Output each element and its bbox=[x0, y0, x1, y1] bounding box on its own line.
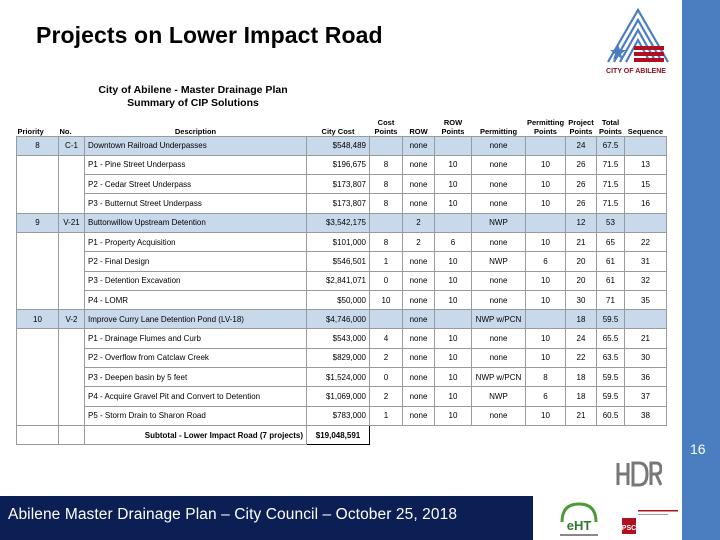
svg-text:eHT: eHT bbox=[566, 518, 592, 533]
footer-bar: Abilene Master Drainage Plan – City Council – October 25, 2018 bbox=[0, 496, 533, 540]
table-row-project bbox=[17, 136, 667, 155]
cell-cost-points bbox=[370, 310, 403, 329]
cell-description: P1 - Property Acquisition bbox=[85, 232, 307, 251]
cell-permitting-points: 10 bbox=[526, 406, 566, 425]
cell-cost-points bbox=[370, 213, 403, 232]
cell-no bbox=[59, 271, 85, 290]
header-total-points: Total Points bbox=[599, 117, 622, 136]
cell-city-cost: $173,807 bbox=[307, 175, 370, 194]
cell-row-points: 10 bbox=[435, 271, 472, 290]
hdr-logo bbox=[616, 460, 662, 488]
cell-sequence: 37 bbox=[625, 387, 667, 406]
cell-description: Downtown Railroad Underpasses bbox=[85, 136, 307, 155]
table-row-phase bbox=[17, 387, 667, 406]
cell-permitting-points: 10 bbox=[526, 271, 566, 290]
cell-priority bbox=[17, 155, 59, 174]
cell-row-points: 10 bbox=[435, 194, 472, 213]
cell-total-points: 63.5 bbox=[597, 348, 625, 367]
cell-row: none bbox=[403, 175, 435, 194]
cell-city-cost: $1,524,000 bbox=[307, 368, 370, 387]
cell-cost-points: 10 bbox=[370, 290, 403, 309]
cell-no bbox=[59, 290, 85, 309]
cell-sequence: 30 bbox=[625, 348, 667, 367]
cell-priority bbox=[17, 387, 59, 406]
cell-priority bbox=[17, 348, 59, 367]
cell-project-points: 21 bbox=[566, 232, 597, 251]
cell-total-points: 59.5 bbox=[597, 310, 625, 329]
cell-sequence bbox=[625, 310, 667, 329]
cell-total-points: 71.5 bbox=[597, 194, 625, 213]
cell-row: 2 bbox=[403, 232, 435, 251]
cell-permitting-points bbox=[526, 213, 566, 232]
cell-city-cost: $783,000 bbox=[307, 406, 370, 425]
cell-no bbox=[59, 348, 85, 367]
slide-title: Projects on Lower Impact Road bbox=[36, 22, 383, 48]
cell-city-cost: $543,000 bbox=[307, 329, 370, 348]
cell-project-points: 24 bbox=[566, 329, 597, 348]
cell-sequence: 38 bbox=[625, 406, 667, 425]
cell-description: Improve Curry Lane Detention Pond (LV-18) bbox=[85, 310, 307, 329]
cell-total-points: 65.5 bbox=[597, 329, 625, 348]
cell-project-points: 22 bbox=[566, 348, 597, 367]
cell-cost-points: 8 bbox=[370, 232, 403, 251]
header-sequence: Sequence bbox=[627, 126, 664, 136]
cell-priority bbox=[17, 271, 59, 290]
cell-city-cost: $196,675 bbox=[307, 155, 370, 174]
cell-total-points: 65 bbox=[597, 232, 625, 251]
cell-sequence: 31 bbox=[625, 252, 667, 271]
cell-row-points: 10 bbox=[435, 387, 472, 406]
subtotal-spacer bbox=[17, 425, 59, 444]
cell-city-cost: $3,542,175 bbox=[307, 213, 370, 232]
cell-row-points: 6 bbox=[435, 232, 472, 251]
header-row: ROW bbox=[409, 126, 428, 136]
cell-permitting: NWP bbox=[472, 252, 526, 271]
cell-row: none bbox=[403, 387, 435, 406]
cell-city-cost: $50,000 bbox=[307, 290, 370, 309]
cell-row: none bbox=[403, 271, 435, 290]
cell-row: none bbox=[403, 329, 435, 348]
cell-row-points: 10 bbox=[435, 406, 472, 425]
table-row-phase bbox=[17, 348, 667, 367]
cell-sequence: 22 bbox=[625, 232, 667, 251]
cell-project-points: 24 bbox=[566, 136, 597, 155]
table-row-phase bbox=[17, 175, 667, 194]
cell-cost-points: 8 bbox=[370, 155, 403, 174]
cell-permitting-points: 10 bbox=[526, 232, 566, 251]
header-no: No. bbox=[59, 126, 72, 136]
cell-permitting-points bbox=[526, 310, 566, 329]
table-row-project bbox=[17, 213, 667, 232]
cell-row: none bbox=[403, 310, 435, 329]
cell-project-points: 20 bbox=[566, 271, 597, 290]
cell-description: P3 - Deepen basin by 5 feet bbox=[85, 368, 307, 387]
cell-project-points: 12 bbox=[566, 213, 597, 232]
cell-cost-points: 1 bbox=[370, 406, 403, 425]
cell-row: none bbox=[403, 348, 435, 367]
cell-permitting-points bbox=[526, 136, 566, 155]
cell-row: none bbox=[403, 368, 435, 387]
cell-priority bbox=[17, 290, 59, 309]
cell-permitting: none bbox=[472, 290, 526, 309]
cell-sequence: 13 bbox=[625, 155, 667, 174]
cell-row: none bbox=[403, 290, 435, 309]
table-row-phase bbox=[17, 368, 667, 387]
cell-row: none bbox=[403, 252, 435, 271]
cell-no bbox=[59, 175, 85, 194]
cell-priority bbox=[17, 406, 59, 425]
table-row-subtotal bbox=[17, 425, 667, 444]
cell-row: none bbox=[403, 406, 435, 425]
header-project-points: Project Points bbox=[568, 117, 594, 136]
cell-no bbox=[59, 194, 85, 213]
cell-total-points: 67.5 bbox=[597, 136, 625, 155]
document-title bbox=[60, 84, 326, 110]
header-permitting-points: Permitting Points bbox=[526, 117, 565, 136]
cell-cost-points: 2 bbox=[370, 348, 403, 367]
cell-no bbox=[59, 387, 85, 406]
subtotal-spacer bbox=[59, 425, 85, 444]
cell-no bbox=[59, 329, 85, 348]
cell-sequence: 21 bbox=[625, 329, 667, 348]
cell-no: V-2 bbox=[59, 310, 85, 329]
cell-priority bbox=[17, 232, 59, 251]
cell-cost-points bbox=[370, 136, 403, 155]
table-row-phase bbox=[17, 271, 667, 290]
cell-row-points bbox=[435, 213, 472, 232]
cell-description: P4 - LOMR bbox=[85, 290, 307, 309]
cell-no bbox=[59, 252, 85, 271]
cell-total-points: 71.5 bbox=[597, 175, 625, 194]
cell-row-points: 10 bbox=[435, 155, 472, 174]
cell-row-points: 10 bbox=[435, 175, 472, 194]
table-row-phase bbox=[17, 155, 667, 174]
cell-no bbox=[59, 406, 85, 425]
cell-permitting: NWP w/PCN bbox=[472, 310, 526, 329]
cell-cost-points: 0 bbox=[370, 271, 403, 290]
cell-cost-points: 4 bbox=[370, 329, 403, 348]
table-row-phase bbox=[17, 194, 667, 213]
cell-city-cost: $2,841,071 bbox=[307, 271, 370, 290]
cell-priority bbox=[17, 252, 59, 271]
table-row-phase bbox=[17, 232, 667, 251]
cell-sequence: 36 bbox=[625, 368, 667, 387]
cell-sequence: 15 bbox=[625, 175, 667, 194]
cip-summary-table bbox=[16, 112, 667, 445]
cell-permitting-points: 10 bbox=[526, 155, 566, 174]
cell-description: P1 - Drainage Flumes and Curb bbox=[85, 329, 307, 348]
cell-permitting: none bbox=[472, 348, 526, 367]
cell-priority bbox=[17, 368, 59, 387]
cell-total-points: 53 bbox=[597, 213, 625, 232]
eht-logo bbox=[556, 500, 602, 540]
cell-total-points: 59.5 bbox=[597, 368, 625, 387]
cell-row: 2 bbox=[403, 213, 435, 232]
cell-project-points: 18 bbox=[566, 310, 597, 329]
cell-total-points: 71.5 bbox=[597, 155, 625, 174]
cell-permitting-points: 8 bbox=[526, 368, 566, 387]
svg-text:PSC: PSC bbox=[622, 525, 637, 532]
cell-row-points: 10 bbox=[435, 290, 472, 309]
cell-no bbox=[59, 155, 85, 174]
table-header-row bbox=[17, 112, 667, 136]
cell-description: P3 - Butternut Street Underpass bbox=[85, 194, 307, 213]
cell-total-points: 61 bbox=[597, 252, 625, 271]
cell-project-points: 30 bbox=[566, 290, 597, 309]
cell-city-cost: $829,000 bbox=[307, 348, 370, 367]
cell-sequence: 32 bbox=[625, 271, 667, 290]
subtotal-value: $19,048,591 bbox=[307, 425, 370, 444]
cell-total-points: 71 bbox=[597, 290, 625, 309]
cell-priority: 10 bbox=[17, 310, 59, 329]
cell-permitting: none bbox=[472, 155, 526, 174]
cell-sequence: 35 bbox=[625, 290, 667, 309]
header-row-points: ROW Points bbox=[441, 117, 465, 136]
cell-description: P1 - Pine Street Underpass bbox=[85, 155, 307, 174]
cell-sequence: 16 bbox=[625, 194, 667, 213]
cell-project-points: 26 bbox=[566, 175, 597, 194]
cell-row-points bbox=[435, 136, 472, 155]
header-city-cost: City Cost bbox=[321, 126, 355, 136]
cell-description: P4 - Acquire Gravel Pit and Convert to Detention bbox=[85, 387, 307, 406]
cell-description: Buttonwillow Upstream Detention bbox=[85, 213, 307, 232]
cell-permitting: none bbox=[472, 329, 526, 348]
cell-no bbox=[59, 232, 85, 251]
cell-no: C-1 bbox=[59, 136, 85, 155]
logo-text: CITY OF ABILENE bbox=[606, 68, 666, 75]
right-accent-bar bbox=[682, 0, 720, 540]
cell-sequence bbox=[625, 136, 667, 155]
psc-logo bbox=[622, 508, 680, 536]
cell-permitting-points: 10 bbox=[526, 329, 566, 348]
cell-description: P5 - Storm Drain to Sharon Road bbox=[85, 406, 307, 425]
cell-row-points: 10 bbox=[435, 368, 472, 387]
cell-project-points: 26 bbox=[566, 194, 597, 213]
cell-cost-points: 2 bbox=[370, 387, 403, 406]
cell-permitting: NWP bbox=[472, 213, 526, 232]
cell-permitting-points: 10 bbox=[526, 348, 566, 367]
cell-city-cost: $101,000 bbox=[307, 232, 370, 251]
table-row-phase bbox=[17, 406, 667, 425]
cell-description: P2 - Cedar Street Underpass bbox=[85, 175, 307, 194]
cell-cost-points: 1 bbox=[370, 252, 403, 271]
cell-row-points: 10 bbox=[435, 252, 472, 271]
cell-total-points: 59.5 bbox=[597, 387, 625, 406]
cell-priority: 9 bbox=[17, 213, 59, 232]
cell-total-points: 61 bbox=[597, 271, 625, 290]
document-title-line-2: Summary of CIP Solutions bbox=[127, 97, 259, 109]
cell-permitting-points: 10 bbox=[526, 175, 566, 194]
cell-permitting: NWP w/PCN bbox=[472, 368, 526, 387]
cell-project-points: 26 bbox=[566, 155, 597, 174]
cell-permitting: none bbox=[472, 136, 526, 155]
document-title-line-1: City of Abilene - Master Drainage Plan bbox=[98, 84, 288, 96]
cell-city-cost: $4,746,000 bbox=[307, 310, 370, 329]
table-row-project bbox=[17, 310, 667, 329]
cell-permitting: NWP bbox=[472, 387, 526, 406]
cell-permitting-points: 6 bbox=[526, 387, 566, 406]
cell-permitting: none bbox=[472, 406, 526, 425]
cell-permitting-points: 10 bbox=[526, 194, 566, 213]
cell-city-cost: $546,501 bbox=[307, 252, 370, 271]
cell-cost-points: 8 bbox=[370, 194, 403, 213]
cell-description: P2 - Final Design bbox=[85, 252, 307, 271]
header-cost-points: Cost Points bbox=[374, 117, 398, 136]
cell-description: P2 - Overflow from Catclaw Creek bbox=[85, 348, 307, 367]
cell-row: none bbox=[403, 155, 435, 174]
header-priority: Priority bbox=[17, 126, 44, 136]
cell-priority bbox=[17, 194, 59, 213]
cell-cost-points: 8 bbox=[370, 175, 403, 194]
cell-row-points: 10 bbox=[435, 348, 472, 367]
cell-row: none bbox=[403, 136, 435, 155]
cell-sequence bbox=[625, 213, 667, 232]
cell-priority bbox=[17, 329, 59, 348]
cell-priority bbox=[17, 175, 59, 194]
cell-row-points bbox=[435, 310, 472, 329]
cell-permitting: none bbox=[472, 271, 526, 290]
cell-project-points: 21 bbox=[566, 406, 597, 425]
header-description: Description bbox=[174, 126, 217, 136]
cell-project-points: 18 bbox=[566, 368, 597, 387]
cell-city-cost: $173,807 bbox=[307, 194, 370, 213]
cell-project-points: 20 bbox=[566, 252, 597, 271]
cell-row-points: 10 bbox=[435, 329, 472, 348]
cell-project-points: 18 bbox=[566, 387, 597, 406]
cell-permitting: none bbox=[472, 232, 526, 251]
table-row-phase bbox=[17, 290, 667, 309]
table-row-phase bbox=[17, 252, 667, 271]
cell-no: V-21 bbox=[59, 213, 85, 232]
cell-permitting-points: 6 bbox=[526, 252, 566, 271]
cell-description: P3 - Detention Excavation bbox=[85, 271, 307, 290]
cell-priority: 8 bbox=[17, 136, 59, 155]
page-number: 16 bbox=[690, 441, 706, 457]
cell-city-cost: $1,069,000 bbox=[307, 387, 370, 406]
subtotal-label: Subtotal - Lower Impact Road (7 projects) bbox=[85, 425, 307, 444]
header-permitting: Permitting bbox=[479, 126, 518, 136]
cell-city-cost: $548,489 bbox=[307, 136, 370, 155]
cell-permitting-points: 10 bbox=[526, 290, 566, 309]
cell-row: none bbox=[403, 194, 435, 213]
cell-total-points: 60.5 bbox=[597, 406, 625, 425]
cell-permitting: none bbox=[472, 175, 526, 194]
table-row-phase bbox=[17, 329, 667, 348]
cell-no bbox=[59, 368, 85, 387]
cell-cost-points: 0 bbox=[370, 368, 403, 387]
cell-permitting: none bbox=[472, 194, 526, 213]
